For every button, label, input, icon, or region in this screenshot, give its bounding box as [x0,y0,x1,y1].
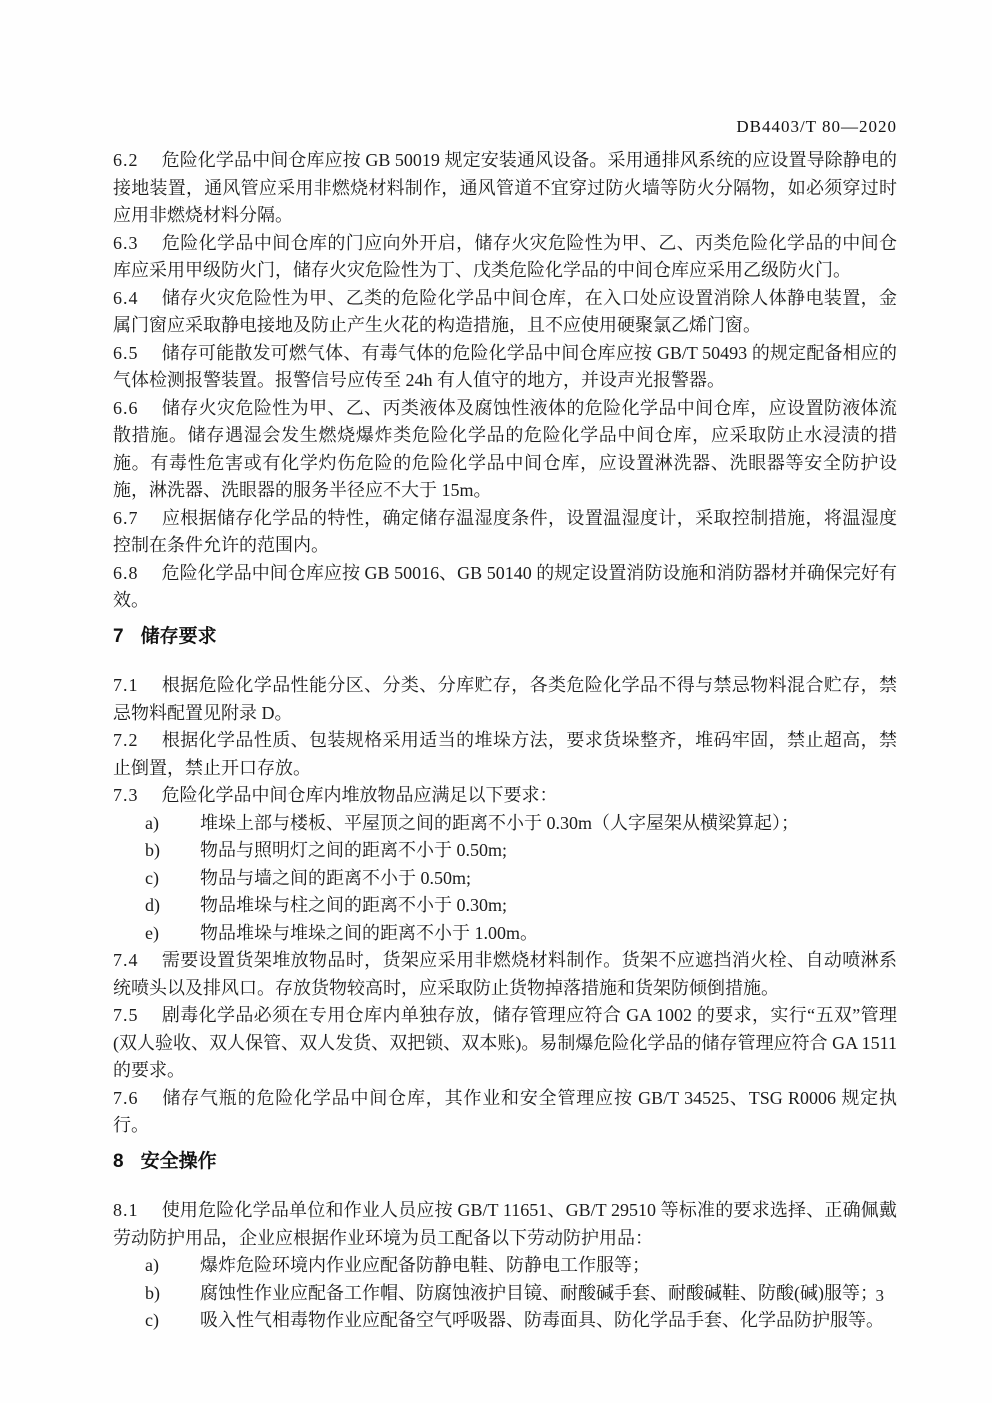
clause-number: 6.2 [113,150,139,170]
clause-7-3-list [113,810,897,948]
section-8-heading [113,1148,897,1176]
clause-6-8 [113,560,897,615]
list-item-label: a) [145,812,159,833]
clause-6-3 [113,230,897,285]
clause-number: 6.7 [113,507,139,528]
clause-7-5 [113,1002,897,1085]
clause-number: 8.1 [113,1200,139,1220]
clause-7-3 [113,782,897,810]
list-item-text: 物品堆垛与柱之间的距离不小于 0.30m; [200,895,508,915]
clause-number: 7.6 [113,1087,139,1108]
clause-number: 6.6 [113,397,139,418]
section-number: 8 [113,1150,124,1172]
list-item-label: b) [145,1282,160,1303]
list-item-text: 物品与照明灯之间的距离不小于 0.50m; [200,840,508,860]
list-item-text: 物品堆垛与堆垛之间的距离不小于 1.00m。 [200,922,538,943]
clause-7-6 [113,1085,897,1140]
list-item-label: b) [145,840,160,860]
clause-6-7 [113,505,897,560]
clause-text: 储存气瓶的危险化学品中间仓库，其作业和安全管理应按 GB/T 34525、TSG R0006 规定执行。 [113,1087,897,1135]
clause-text: 剧毒化学品必须在专用仓库内单独存放，储存管理应符合 GA 1002 的要求，实行“五双”管理(双人验收、双人保管、双人发货、双把锁、双本账)。易制爆危险化学品的储存管理应符合 GA 1511 的要求。 [113,1005,897,1080]
page-header [113,117,897,137]
clause-text: 使用危险化学品单位和作业人员应按 GB/T 11651、GB/T 29510 等标准的要求选择、正确佩戴劳动防护用品，企业应根据作业环境为员工配备以下劳动防护用品： [113,1200,897,1248]
clause-text: 根据化学品性质、包装规格采用适当的堆垛方法，要求货垛整齐，堆码牢固，禁止超高，禁止倒置，禁止开口存放。 [113,730,897,778]
clause-text: 根据危险化学品性能分区、分类、分库贮存，各类危险化学品不得与禁忌物料混合贮存，禁忌物料配置见附录 D。 [113,675,897,723]
clause-text: 危险化学品中间仓库应按 GB 50019 规定安装通风设备。采用通排风系统的应设置导除静电的接地装置，通风管应采用非燃烧材料制作，通风管道不宜穿过防火墙等防火分隔物，如必须穿过时应用非燃烧材料分隔。 [113,150,897,225]
clause-6-2 [113,147,897,230]
section-7-heading [113,623,897,651]
list-item-text: 物品与墙之间的距离不小于 0.50m; [200,867,472,888]
clause-text: 应根据储存化学品的特性，确定储存温湿度条件，设置温湿度计，采取控制措施，将温湿度控制在条件允许的范围内。 [113,507,897,555]
document-content [113,147,897,1335]
clause-text: 危险化学品中间仓库内堆放物品应满足以下要求： [161,785,558,805]
standard-number: DB4403/T 80—2020 [736,117,897,136]
clause-number: 7.1 [113,675,139,695]
list-item-label: d) [145,895,160,915]
list-item-text: 腐蚀性作业应配备工作帽、防腐蚀液护目镜、耐酸碱手套、耐酸碱鞋、防酸(碱)服等； [200,1282,878,1303]
clause-number: 6.8 [113,562,139,583]
list-item-label: a) [145,1255,159,1275]
list-item-text: 吸入性气相毒物作业应配备空气呼吸器、防毒面具、防化学品手套、化学品防护服等。 [200,1310,884,1330]
list-item-a [145,810,897,838]
list-item-c [145,865,897,893]
clause-7-4 [113,947,897,1002]
clause-text: 储存火灾危险性为甲、乙类的危险化学品中间仓库，在入口处应设置消除人体静电装置，金属门窗应采取静电接地及防止产生火花的构造措施，且不应使用硬聚氯乙烯门窗。 [113,287,897,335]
clause-7-2 [113,727,897,782]
clause-8-1-list [113,1252,897,1335]
clause-6-6 [113,395,897,505]
list-item-b [145,1280,897,1308]
list-item-b [145,837,897,865]
clause-number: 6.3 [113,232,139,253]
clause-text: 需要设置货架堆放物品时，货架应采用非燃烧材料制作。货架不应遮挡消火栓、自动喷淋系统喷头以及排风口。存放货物较高时，应采取防止货物掉落措施和货架防倾倒措施。 [113,950,897,998]
clause-text: 储存可能散发可燃气体、有毒气体的危险化学品中间仓库应按 GB/T 50493 的规定配备相应的气体检测报警装置。报警信号应传至 24h 有人值守的地方，并设声光报警器。 [113,342,897,390]
clause-8-1 [113,1197,897,1252]
clause-7-1 [113,672,897,727]
page-number: 3 [875,1286,884,1305]
clause-number: 7.3 [113,785,139,805]
list-item-c [145,1307,897,1335]
list-item-label: c) [145,1310,159,1330]
clause-text: 危险化学品中间仓库的门应向外开启，储存火灾危险性为甲、乙、丙类危险化学品的中间仓库应采用甲级防火门，储存火灾危险性为丁、戊类危险化学品的中间仓库应采用乙级防火门。 [113,232,897,280]
list-item-a [145,1252,897,1280]
clause-text: 危险化学品中间仓库应按 GB 50016、GB 50140 的规定设置消防设施和消防器材并确保完好有效。 [113,562,897,610]
section-title: 安全操作 [140,1150,217,1172]
section-number: 7 [113,625,124,647]
list-item-text: 爆炸危险环境内作业应配备防静电鞋、防静电工作服等； [200,1255,650,1275]
clause-6-4 [113,285,897,340]
clause-number: 6.5 [113,342,139,363]
list-item-e [145,920,897,948]
list-item-label: c) [145,867,159,888]
list-item-text: 堆垛上部与楼板、平屋顶之间的距离不小于 0.30m（人字屋架从横梁算起）； [200,812,799,833]
list-item-d [145,892,897,920]
clause-number: 7.2 [113,730,139,750]
clause-number: 6.4 [113,287,139,308]
clause-number: 7.4 [113,950,139,970]
clause-number: 7.5 [113,1005,139,1025]
section-title: 储存要求 [140,625,217,647]
list-item-label: e) [145,922,159,943]
clause-6-5 [113,340,897,395]
clause-text: 储存火灾危险性为甲、乙、丙类液体及腐蚀性液体的危险化学品中间仓库，应设置防液体流散措施。储存遇湿会发生燃烧爆炸类危险化学品的危险化学品中间仓库，应采取防止水浸渍的措施。有毒性危害或有化学灼伤危险的危险化学品中间仓库，应设置淋洗器、洗眼器等安全防护设施，淋洗器、洗眼器的服务半径应不大于 15m。 [113,397,897,500]
